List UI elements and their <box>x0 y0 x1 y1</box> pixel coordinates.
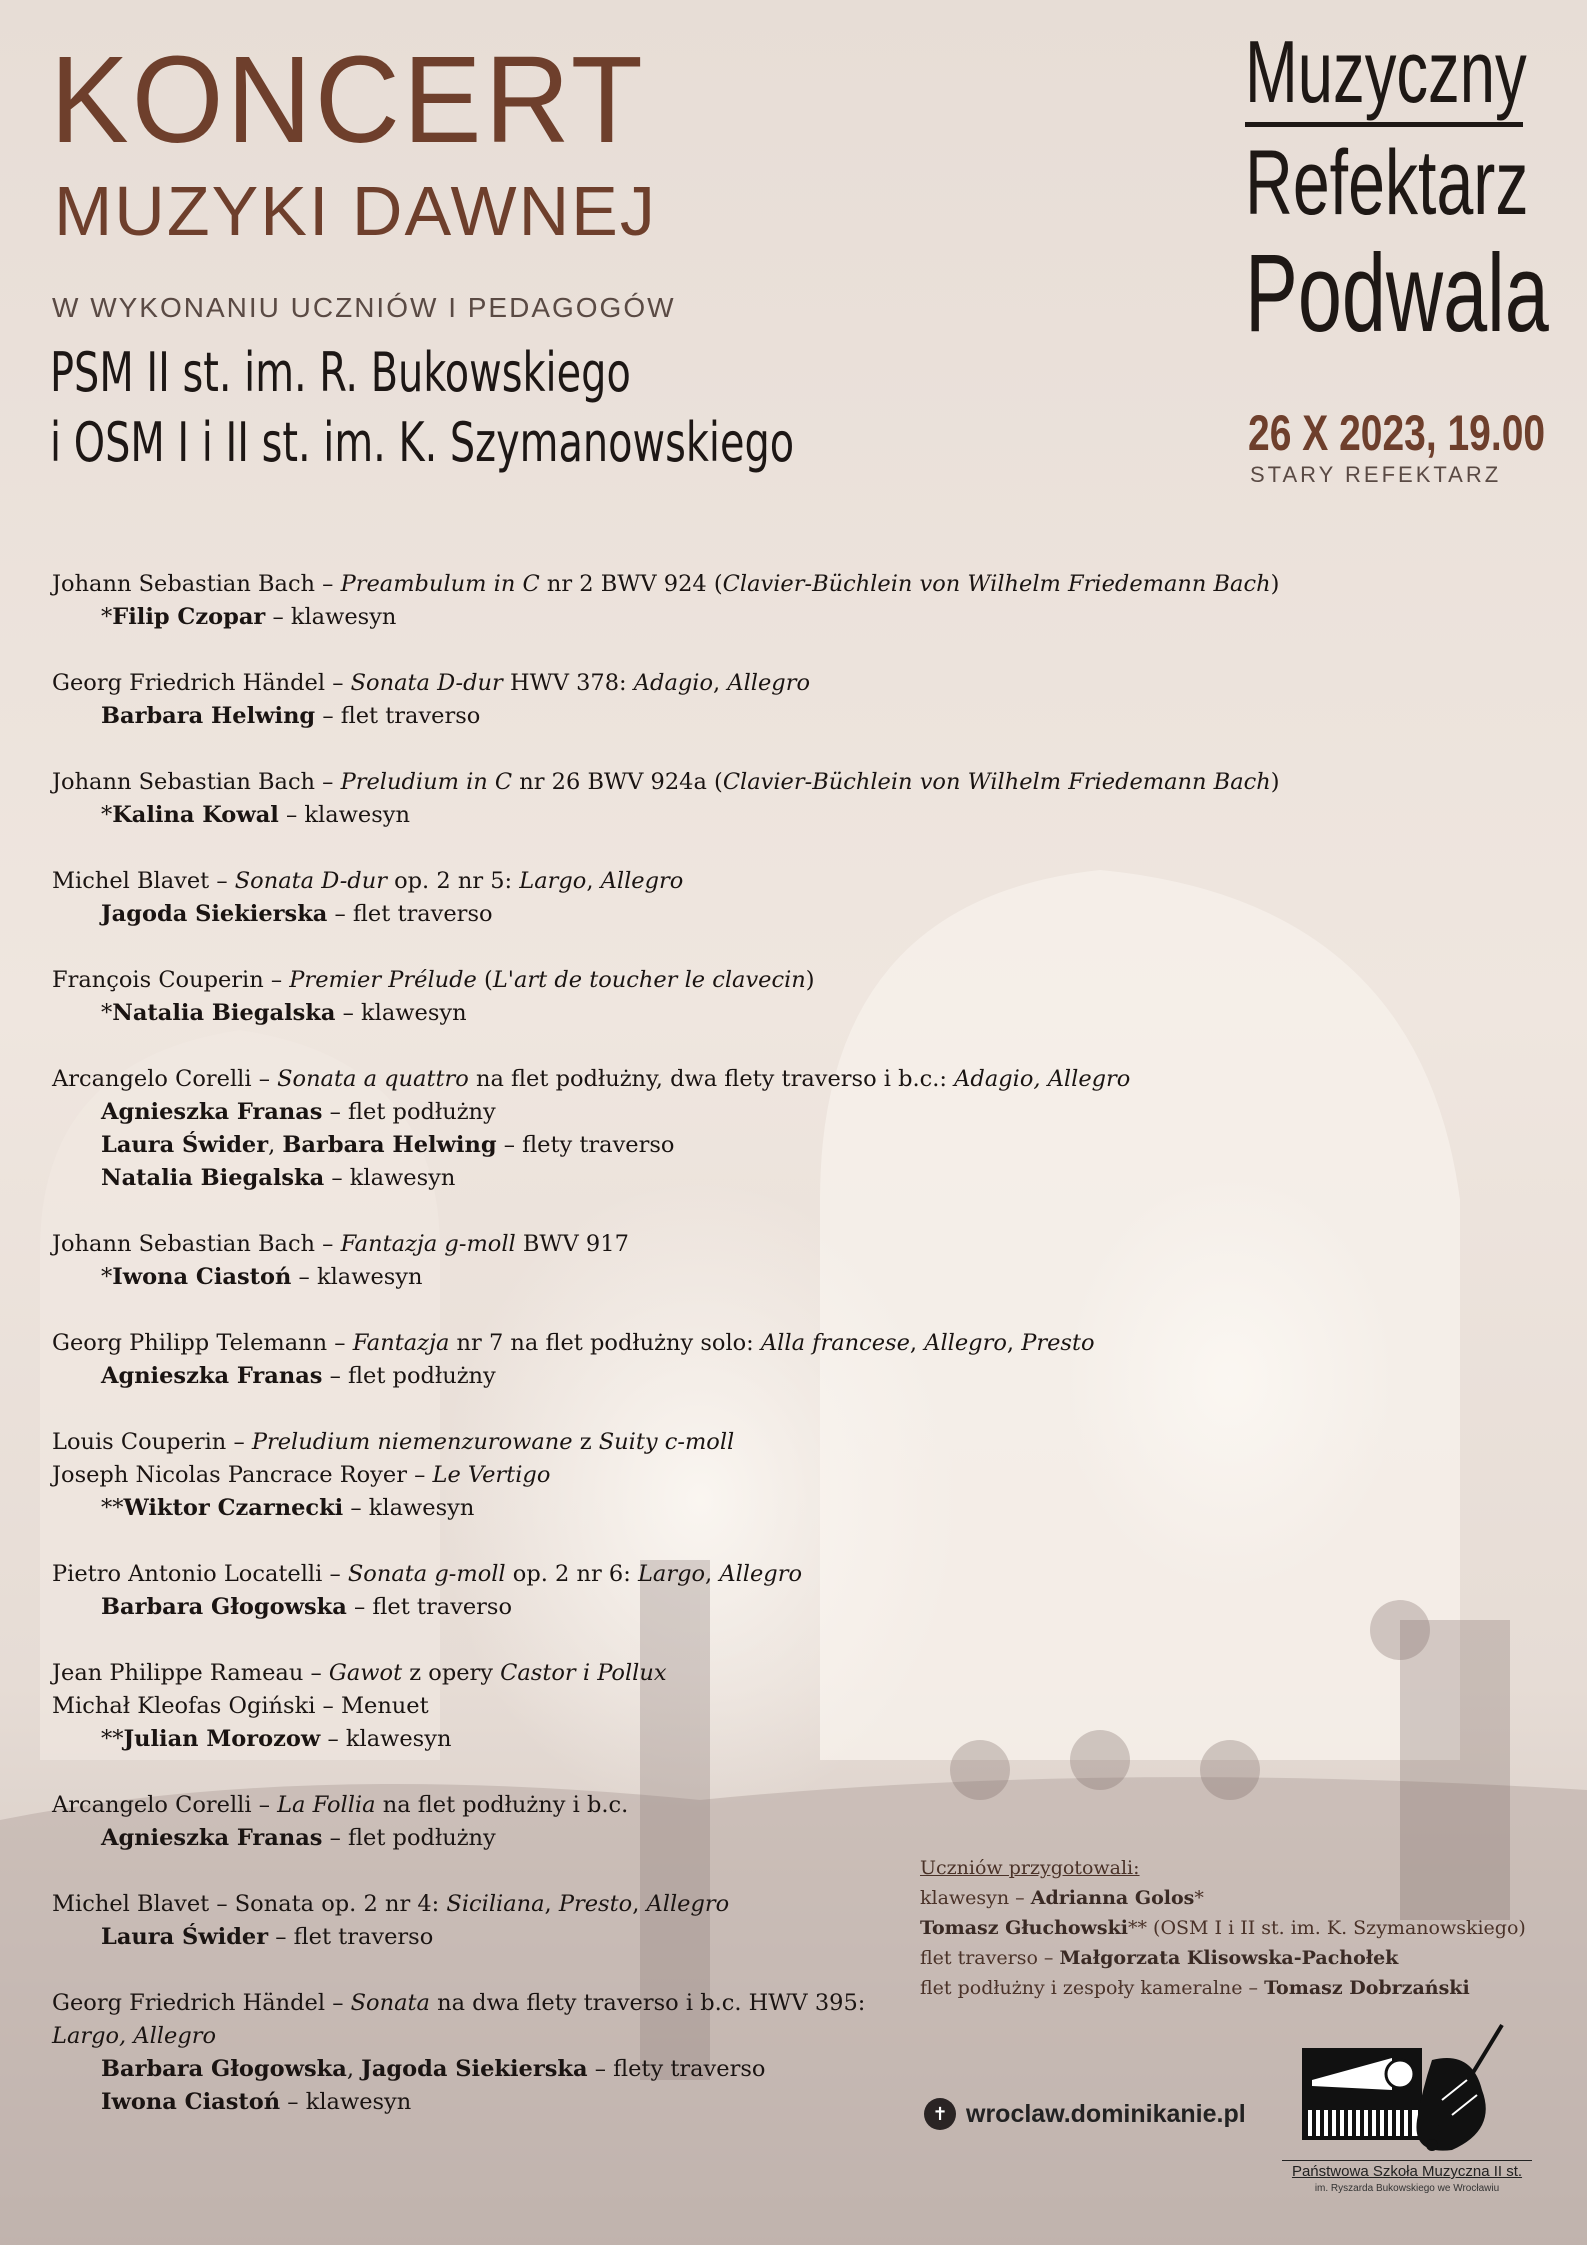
school-name-line-1: PSM II st. im. R. Bukowskiego <box>50 341 631 404</box>
work-line <box>52 1657 1282 1690</box>
text-run: – klawesyn <box>343 1495 475 1521</box>
work-title-text: Largo <box>519 868 587 894</box>
text-run: ) <box>1270 571 1280 597</box>
work-line <box>52 1789 1282 1822</box>
program-item <box>52 865 1282 931</box>
program-item <box>52 667 1282 733</box>
work-title-text: Premier Prélude <box>289 967 477 993</box>
text-run: * <box>1194 1887 1204 1909</box>
text-run: , <box>544 1891 559 1917</box>
text-run: ** <box>101 1495 124 1521</box>
work-title-text: Sonata D-dur <box>350 670 503 696</box>
event-date-time: 26 X 2023, 19.00 <box>1248 405 1546 461</box>
text-run: Pietro Antonio Locatelli – <box>52 1561 348 1587</box>
performer-name: Barbara Helwing <box>282 1132 497 1158</box>
work-title-text: Adagio <box>633 670 714 696</box>
text-run: – flety traverso <box>587 2056 766 2082</box>
performer-name: Tomasz Dobrzański <box>1264 1977 1470 1999</box>
school-logo <box>1282 2020 1532 2194</box>
concert-subtitle: MUZYKI DAWNEJ <box>54 172 657 250</box>
work-title-text: Fantazja <box>352 1330 450 1356</box>
performers-line <box>52 898 1282 931</box>
work-line <box>52 1459 1282 1492</box>
series-word-1: Muzyczny <box>1245 22 1527 121</box>
series-underline <box>1245 122 1523 127</box>
text-run: Johann Sebastian Bach – <box>52 1231 341 1257</box>
text-run: nr 7 na flet podłużny solo: <box>449 1330 761 1356</box>
text-run: HWV 378: <box>502 670 634 696</box>
work-line <box>52 667 1282 700</box>
text-run: * <box>101 802 113 828</box>
text-run: – flet traverso <box>327 901 493 927</box>
work-title-text: Preludium niemenzurowane <box>251 1429 573 1455</box>
performers-line <box>52 1822 1282 1855</box>
performer-name: Jagoda Siekierska <box>101 901 328 927</box>
performer-name: Natalia Biegalska <box>112 1000 336 1026</box>
performer-name: Barbara Helwing <box>101 703 316 729</box>
work-line <box>52 964 1282 997</box>
performer-name: Julian Morozow <box>123 1726 321 1752</box>
text-run: – flet traverso <box>346 1594 513 1620</box>
work-line <box>52 2020 1282 2053</box>
performer-name: Agnieszka Franas <box>101 1825 323 1851</box>
text-run: nr 2 BWV 924 ( <box>539 571 723 597</box>
event-venue: STARY REFEKTARZ <box>1250 462 1502 487</box>
teacher-line <box>920 1913 1560 1943</box>
text-run: – flet traverso <box>268 1924 434 1950</box>
performers-line <box>52 1096 1282 1129</box>
text-run: ( <box>476 967 493 993</box>
performer-name: Wiktor Czarnecki <box>123 1495 344 1521</box>
performer-name: Iwona Ciastoń <box>101 2089 281 2115</box>
teachers-list <box>920 1883 1560 2003</box>
performers-line <box>52 1162 1282 1195</box>
performer-name: Agnieszka Franas <box>101 1363 323 1389</box>
work-line <box>52 766 1282 799</box>
performers-line <box>52 1261 1282 1294</box>
text-run: Louis Couperin – <box>52 1429 252 1455</box>
teachers-heading: Uczniów przygotowali: <box>920 1857 1140 1879</box>
teacher-line <box>920 1973 1560 2003</box>
text-run: , <box>1006 1330 1022 1356</box>
work-title-text: Sonata g-moll <box>347 1561 506 1587</box>
work-title-text: Presto <box>1021 1330 1095 1356</box>
work-title-text: La Follia <box>277 1792 376 1818</box>
dominican-icon: ✝ <box>924 2098 956 2130</box>
text-run: Arcangelo Corelli – <box>52 1792 278 1818</box>
text-run: – klawesyn <box>335 1000 467 1026</box>
work-title-text: Allegro <box>719 1561 803 1587</box>
performers-line <box>52 1723 1282 1756</box>
text-run: op. 2 nr 5: <box>386 868 520 894</box>
text-run: BWV 917 <box>515 1231 629 1257</box>
performer-name: Laura Świder <box>101 1132 269 1158</box>
text-run: , <box>632 1891 647 1917</box>
performer-name: Barbara Głogowska <box>101 1594 347 1620</box>
work-title-text: Sonata <box>350 1990 430 2016</box>
work-title-text: Sonata a quattro <box>277 1066 469 1092</box>
work-title-text: Gawot <box>328 1660 403 1686</box>
program-item <box>52 766 1282 832</box>
program-item <box>52 1063 1282 1195</box>
performer-name: Iwona Ciastoń <box>112 1264 292 1290</box>
text-run: , <box>346 2056 362 2082</box>
performer-name: Laura Świder <box>101 1924 269 1950</box>
series-word-2: Refektarz <box>1245 132 1529 234</box>
text-run: Johann Sebastian Bach – <box>52 571 341 597</box>
teacher-line <box>920 1943 1560 1973</box>
performers-line <box>52 2053 1282 2086</box>
performer-name: Kalina Kowal <box>112 802 279 828</box>
program-item <box>52 964 1282 1030</box>
work-title-text: Allegro <box>600 868 684 894</box>
school-name-line-2: i OSM I i II st. im. K. Szymanowskiego <box>50 411 795 474</box>
work-line <box>52 865 1282 898</box>
program-item <box>52 1228 1282 1294</box>
work-title-text: Allegro <box>727 670 810 696</box>
performers-line <box>52 700 1282 733</box>
text-run: – klawesyn <box>291 1264 423 1290</box>
text-run: – klawesyn <box>324 1165 456 1191</box>
text-run: Jean Philippe Rameau – <box>52 1660 329 1686</box>
series-word-3: Podwala <box>1245 232 1549 355</box>
performers-line <box>52 601 1282 634</box>
text-run: Arcangelo Corelli – <box>52 1066 278 1092</box>
text-run: klawesyn – <box>920 1887 1031 1909</box>
work-title-text: Presto <box>558 1891 633 1917</box>
text-run: – flet podłużny <box>322 1825 496 1851</box>
school-logo-emblem-icon <box>1282 2020 1532 2160</box>
work-title-text: Castor i Pollux <box>500 1660 667 1686</box>
work-title-text: Largo, Allegro <box>52 2023 217 2049</box>
text-run: na flet podłużny, dwa flety traverso i b.c.: <box>468 1066 955 1092</box>
text-run: , <box>586 868 601 894</box>
work-line <box>52 1558 1282 1591</box>
text-run: op. 2 nr 6: <box>505 1561 638 1587</box>
school-logo-name: Państwowa Szkoła Muzyczna II st. <box>1282 2160 1532 2180</box>
performers-intro: W WYKONANIU UCZNIÓW I PEDAGOGÓW <box>52 292 676 323</box>
text-run: * <box>101 1264 113 1290</box>
website-url[interactable]: wroclaw.dominikanie.pl <box>966 2099 1246 2128</box>
performers-line <box>52 799 1282 832</box>
program-item <box>52 1789 1282 1855</box>
program-item <box>52 1327 1282 1393</box>
performer-name: Agnieszka Franas <box>101 1099 323 1125</box>
text-run: Joseph Nicolas Pancrace Royer – <box>52 1462 433 1488</box>
text-run: * <box>101 604 113 630</box>
work-title-text: Clavier-Büchlein von Wilhelm Friedemann Bach <box>722 571 1271 597</box>
teachers-credits <box>920 1853 1560 2003</box>
program-item <box>52 1426 1282 1525</box>
text-run: Georg Friedrich Händel – <box>52 670 351 696</box>
text-run: – flet podłużny <box>322 1099 496 1125</box>
text-run: – flet podłużny <box>322 1363 496 1389</box>
work-title-text: Preambulum in C <box>340 571 540 597</box>
text-run: flet traverso – <box>920 1947 1060 1969</box>
series-logo <box>1245 22 1549 355</box>
performer-name: Jagoda Siekierska <box>361 2056 588 2082</box>
text-run: , <box>713 670 728 696</box>
performer-name: Adrianna Golos <box>1030 1887 1195 1909</box>
text-run: na flet podłużny i b.c. <box>375 1792 629 1818</box>
work-title-text: Preludium in C <box>340 769 513 795</box>
text-run: z <box>572 1429 599 1455</box>
program-item <box>52 1657 1282 1756</box>
work-title-text: Clavier-Büchlein von Wilhelm Friedemann Bach <box>722 769 1271 795</box>
text-run: flet podłużny i zespoły kameralne – <box>920 1977 1265 1999</box>
performer-name: Natalia Biegalska <box>101 1165 325 1191</box>
work-title-text: Le Vertigo <box>432 1462 551 1488</box>
text-run: nr 26 BWV 924a ( <box>512 769 723 795</box>
performers-line <box>52 1492 1282 1525</box>
performers-line <box>52 997 1282 1030</box>
performers-line <box>52 1360 1282 1393</box>
program-item <box>52 568 1282 634</box>
work-title-text: L'art de toucher le clavecin <box>492 967 806 993</box>
performer-name: Filip Czopar <box>112 604 266 630</box>
text-run: Georg Friedrich Händel – <box>52 1990 351 2016</box>
text-run: na dwa flety traverso i b.c. HWV 395: <box>429 1990 866 2016</box>
work-title-text: Fantazja g-moll <box>340 1231 516 1257</box>
teacher-line <box>920 1883 1560 1913</box>
work-title-text: Suity c-moll <box>598 1429 735 1455</box>
work-title-text: Largo <box>637 1561 706 1587</box>
text-run: Michel Blavet – Sonata op. 2 nr 4: <box>52 1891 447 1917</box>
performer-name: Małgorzata Klisowska-Pachołek <box>1059 1947 1399 1969</box>
text-run: , <box>705 1561 720 1587</box>
text-run: ** <box>101 1726 124 1752</box>
text-run: – flet traverso <box>315 703 481 729</box>
text-run: , <box>909 1330 925 1356</box>
text-run: – klawesyn <box>265 604 397 630</box>
work-line <box>52 1063 1282 1096</box>
text-run: ) <box>805 967 815 993</box>
website-link[interactable] <box>924 2098 1246 2130</box>
performers-line <box>52 1591 1282 1624</box>
work-line <box>52 1327 1282 1360</box>
work-title-text: Alla francese <box>760 1330 910 1356</box>
text-run: ** (OSM I i II st. im. K. Szymanowskiego) <box>1128 1917 1526 1939</box>
work-line <box>52 1690 1282 1723</box>
performers-line <box>52 1129 1282 1162</box>
text-run: – klawesyn <box>280 2089 412 2115</box>
text-run: Michał Kleofas Ogiński – Menuet <box>52 1693 429 1719</box>
work-line <box>52 568 1282 601</box>
performer-name: Barbara Głogowska <box>101 2056 347 2082</box>
text-run: – flety traverso <box>496 1132 675 1158</box>
work-title-text: Sonata D-dur <box>234 868 387 894</box>
text-run: Georg Philipp Telemann – <box>52 1330 353 1356</box>
performer-name: Tomasz Głuchowski <box>920 1917 1128 1939</box>
text-run: – klawesyn <box>278 802 410 828</box>
concert-title: KONCERT <box>50 30 646 170</box>
text-run: François Couperin – <box>52 967 290 993</box>
school-logo-subtitle: im. Ryszarda Bukowskiego we Wrocławiu <box>1314 2183 1500 2194</box>
text-run: ) <box>1270 769 1280 795</box>
text-run: – klawesyn <box>320 1726 452 1752</box>
work-line <box>52 1426 1282 1459</box>
text-run: * <box>101 1000 113 1026</box>
text-run: z opery <box>402 1660 501 1686</box>
text-run: Michel Blavet – <box>52 868 235 894</box>
work-title-text: Adagio, Allegro <box>954 1066 1131 1092</box>
work-title-text: Allegro <box>924 1330 1007 1356</box>
work-title-text: Siciliana <box>446 1891 545 1917</box>
text-run: Johann Sebastian Bach – <box>52 769 341 795</box>
program-item <box>52 1558 1282 1624</box>
work-title-text: Allegro <box>646 1891 730 1917</box>
work-line <box>52 1228 1282 1261</box>
text-run: , <box>268 1132 283 1158</box>
